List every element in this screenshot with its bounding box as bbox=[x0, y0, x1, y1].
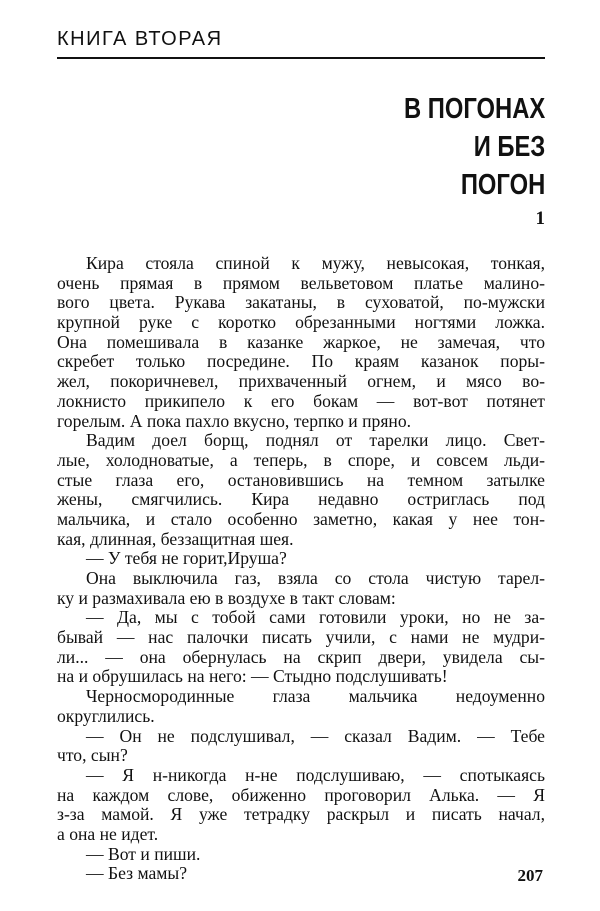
text-line: ли... — она обернулась на скрип двери, увидела сы- bbox=[57, 646, 545, 667]
text-line: з-за мамой. Я уже тетрадку раскрыл и писать начал, bbox=[57, 804, 545, 825]
text-line: кая, длинная, беззащитная шея. bbox=[57, 528, 294, 549]
text-line: очень прямая в прямом вельветовом платье малино- bbox=[57, 272, 545, 293]
text-line: горелым. А пока пахло вкусно, терпко и пряно. bbox=[57, 410, 412, 431]
text-line: Она выключила газ, взяла со стола чистую тарел- bbox=[86, 568, 545, 588]
text-line: что, сын? bbox=[57, 745, 128, 766]
text-line: — Вот и пиши. bbox=[86, 843, 201, 864]
body-text bbox=[57, 254, 545, 884]
text-line: а она не идет. bbox=[57, 823, 159, 844]
text-line: на и обрушилась на него: — Стыдно подслушивать! bbox=[57, 666, 448, 687]
text-line: локнисто прикипело к его бокам — вот-вот потянет bbox=[57, 390, 545, 411]
page-number: 207 bbox=[517, 866, 543, 885]
text-line: стые глаза его, остановившись на темном затылке bbox=[57, 469, 545, 490]
section-title bbox=[404, 90, 545, 204]
text-line: на каждом слове, обиженно проговорил Алька. — Я bbox=[57, 784, 545, 805]
text-line: Она помешивала в казанке жаркое, не замечая, что bbox=[57, 331, 545, 352]
text-line: Кира стояла спиной к мужу, невысокая, тонкая, bbox=[86, 253, 545, 273]
text-line: жел, покоричневел, прихваченный огнем, и мясо во- bbox=[57, 371, 545, 392]
text-line: вого цвета. Рукава закатаны, в суховатой, по-мужски bbox=[57, 292, 545, 313]
text-line: бывай — нас палочки писать учили, с нами не мудри- bbox=[57, 627, 545, 648]
text-line: — У тебя не горит,Ируша? bbox=[86, 548, 287, 569]
text-line: — Он не подслушивал, — сказал Вадим. — Тебе bbox=[86, 725, 545, 746]
section-title-line: В ПОГОНАХ bbox=[403, 93, 545, 125]
text-line: мальчика, и стало особенно заметно, какая у нее тон- bbox=[57, 508, 545, 529]
text-line: лые, холодноватые, а теперь, в споре, и совсем льди- bbox=[57, 449, 545, 470]
chapter-number: 1 bbox=[535, 208, 545, 229]
section-title-line: И БЕЗ bbox=[473, 131, 545, 163]
text-line: округлились. bbox=[57, 705, 155, 726]
text-line: — Да, мы с тобой сами готовили уроки, но не за- bbox=[86, 607, 545, 628]
text-line: жены, смягчились. Кира недавно остриглась под bbox=[57, 489, 545, 510]
text-line: скребет только посредине. По краям казанок поры- bbox=[57, 351, 545, 372]
text-line: — Без мамы? bbox=[86, 863, 188, 884]
running-header: КНИГА ВТОРАЯ bbox=[57, 28, 223, 50]
text-line: ку и размахивала ею в воздухе в такт словам: bbox=[57, 587, 396, 608]
text-line: — Я н-никогда н-не подслушиваю, — спотыкаясь bbox=[86, 764, 545, 785]
header-rule bbox=[57, 57, 545, 59]
text-line: Вадим доел борщ, поднял от тарелки лицо. Свет- bbox=[86, 430, 545, 451]
text-line: Черносмородинные глаза мальчика недоуменно bbox=[86, 686, 545, 707]
text-line: крупной руке с коротко обрезанными ногтями ложка. bbox=[57, 312, 545, 333]
section-title-line: ПОГОН bbox=[460, 169, 545, 201]
